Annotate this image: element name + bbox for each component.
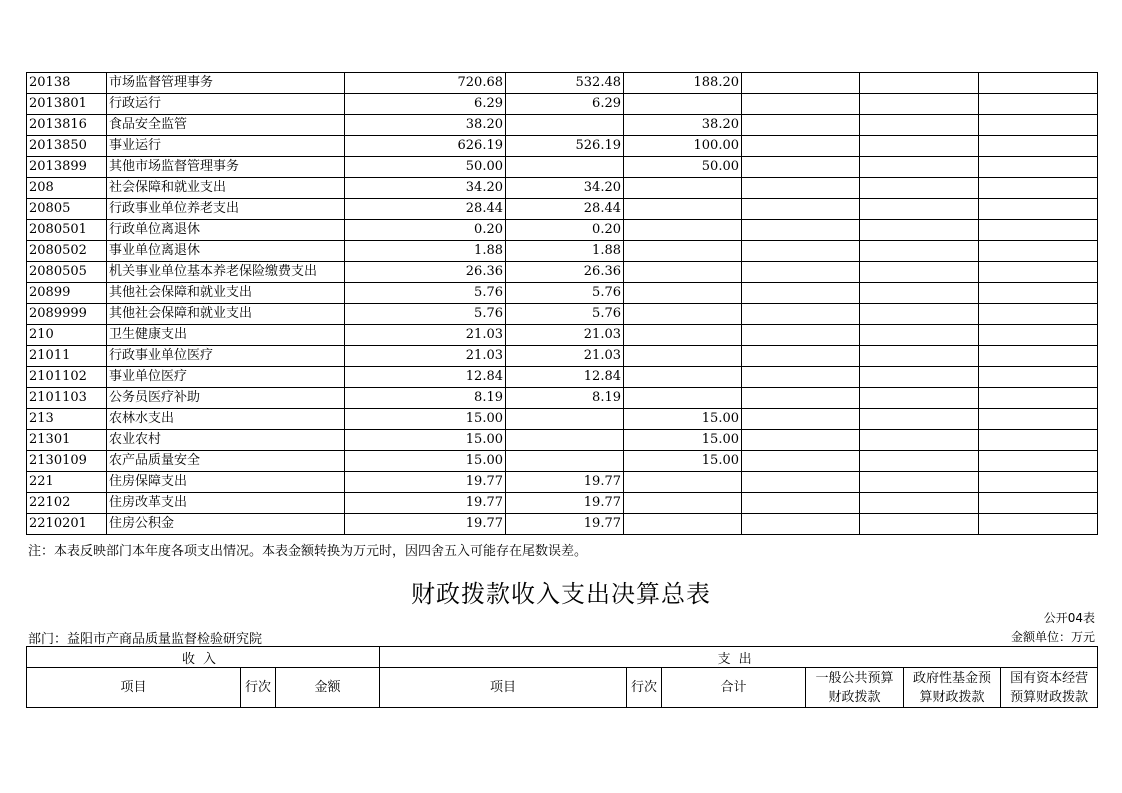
table-row xyxy=(27,304,1098,325)
row-basic xyxy=(506,157,624,178)
row-project: 15.00 xyxy=(624,409,742,430)
row-project: 15.00 xyxy=(624,430,742,451)
row-code: 2013801 xyxy=(27,94,107,115)
row-empty-2 xyxy=(860,241,979,262)
row-total: 15.00 xyxy=(345,451,506,472)
table-row xyxy=(27,493,1098,514)
row-total: 12.84 xyxy=(345,367,506,388)
row-project xyxy=(624,262,742,283)
row-basic: 5.76 xyxy=(506,304,624,325)
row-code: 21301 xyxy=(27,430,107,451)
expense-line-header: 行次 xyxy=(627,668,662,708)
row-name: 农产品质量安全 xyxy=(107,451,345,472)
row-empty-1 xyxy=(742,136,860,157)
row-empty-3 xyxy=(979,262,1098,283)
row-code: 20805 xyxy=(27,199,107,220)
row-name: 公务员医疗补助 xyxy=(107,388,345,409)
row-project xyxy=(624,514,742,535)
row-project xyxy=(624,388,742,409)
row-project: 15.00 xyxy=(624,451,742,472)
general-budget-header: 一般公共预算 财政拨款 xyxy=(806,668,904,708)
row-empty-3 xyxy=(979,115,1098,136)
row-empty-2 xyxy=(860,283,979,304)
row-total: 19.77 xyxy=(345,493,506,514)
row-empty-1 xyxy=(742,199,860,220)
row-empty-1 xyxy=(742,388,860,409)
row-project xyxy=(624,241,742,262)
row-code: 221 xyxy=(27,472,107,493)
table-code: 公开04表 xyxy=(1043,611,1095,625)
table-row xyxy=(27,283,1098,304)
row-name: 机关事业单位基本养老保险缴费支出 xyxy=(107,262,345,283)
row-name: 农业农村 xyxy=(107,430,345,451)
row-empty-2 xyxy=(860,94,979,115)
income-amount-header: 金额 xyxy=(276,668,380,708)
row-empty-1 xyxy=(742,157,860,178)
row-basic xyxy=(506,430,624,451)
row-code: 2013816 xyxy=(27,115,107,136)
row-empty-3 xyxy=(979,451,1098,472)
unit-label: 金额单位：万元 xyxy=(1010,630,1095,644)
row-empty-1 xyxy=(742,115,860,136)
row-empty-3 xyxy=(979,94,1098,115)
table-row xyxy=(27,94,1098,115)
row-basic: 26.36 xyxy=(506,262,624,283)
table-row xyxy=(27,325,1098,346)
row-name: 行政事业单位养老支出 xyxy=(107,199,345,220)
row-empty-1 xyxy=(742,283,860,304)
row-name: 其他社会保障和就业支出 xyxy=(107,283,345,304)
summary-header-table xyxy=(26,646,1098,708)
expense-header: 支出 xyxy=(380,647,1098,668)
row-basic: 5.76 xyxy=(506,283,624,304)
row-total: 34.20 xyxy=(345,178,506,199)
row-empty-1 xyxy=(742,493,860,514)
row-project: 38.20 xyxy=(624,115,742,136)
row-code: 2130109 xyxy=(27,451,107,472)
table-row xyxy=(27,199,1098,220)
table-row xyxy=(27,451,1098,472)
row-code: 2080502 xyxy=(27,241,107,262)
row-code: 2210201 xyxy=(27,514,107,535)
row-total: 15.00 xyxy=(345,430,506,451)
row-total: 21.03 xyxy=(345,325,506,346)
row-empty-1 xyxy=(742,472,860,493)
row-name: 住房保障支出 xyxy=(107,472,345,493)
row-basic: 526.19 xyxy=(506,136,624,157)
row-code: 2101102 xyxy=(27,367,107,388)
row-empty-2 xyxy=(860,346,979,367)
table-row xyxy=(27,115,1098,136)
row-name: 住房改革支出 xyxy=(107,493,345,514)
expense-item-header: 项目 xyxy=(380,668,627,708)
row-name: 社会保障和就业支出 xyxy=(107,178,345,199)
row-total: 1.88 xyxy=(345,241,506,262)
row-code: 2013850 xyxy=(27,136,107,157)
row-project: 188.20 xyxy=(624,73,742,94)
row-project xyxy=(624,493,742,514)
row-total: 626.19 xyxy=(345,136,506,157)
table-row xyxy=(27,346,1098,367)
row-empty-2 xyxy=(860,409,979,430)
row-total: 0.20 xyxy=(345,220,506,241)
row-name: 住房公积金 xyxy=(107,514,345,535)
row-empty-3 xyxy=(979,367,1098,388)
row-code: 213 xyxy=(27,409,107,430)
row-name: 食品安全监管 xyxy=(107,115,345,136)
row-project xyxy=(624,94,742,115)
row-empty-3 xyxy=(979,472,1098,493)
row-project xyxy=(624,472,742,493)
row-project xyxy=(624,304,742,325)
row-empty-3 xyxy=(979,304,1098,325)
row-total: 5.76 xyxy=(345,283,506,304)
row-empty-3 xyxy=(979,136,1098,157)
row-total: 5.76 xyxy=(345,304,506,325)
row-empty-3 xyxy=(979,346,1098,367)
row-project: 50.00 xyxy=(624,157,742,178)
row-basic: 8.19 xyxy=(506,388,624,409)
row-name: 市场监督管理事务 xyxy=(107,73,345,94)
row-basic: 12.84 xyxy=(506,367,624,388)
row-empty-1 xyxy=(742,220,860,241)
row-basic xyxy=(506,409,624,430)
row-total: 26.36 xyxy=(345,262,506,283)
row-code: 2013899 xyxy=(27,157,107,178)
row-empty-2 xyxy=(860,367,979,388)
row-code: 22102 xyxy=(27,493,107,514)
row-empty-2 xyxy=(860,157,979,178)
row-name: 行政运行 xyxy=(107,94,345,115)
row-empty-3 xyxy=(979,199,1098,220)
row-project xyxy=(624,199,742,220)
row-empty-1 xyxy=(742,451,860,472)
row-empty-1 xyxy=(742,304,860,325)
row-empty-1 xyxy=(742,73,860,94)
row-empty-1 xyxy=(742,262,860,283)
row-empty-3 xyxy=(979,493,1098,514)
row-basic: 532.48 xyxy=(506,73,624,94)
row-name: 其他市场监督管理事务 xyxy=(107,157,345,178)
gov-fund-header: 政府性基金预 算财政拨款 xyxy=(904,668,1001,708)
row-empty-2 xyxy=(860,178,979,199)
expense-total-header: 合计 xyxy=(662,668,806,708)
table-row xyxy=(27,472,1098,493)
row-empty-2 xyxy=(860,514,979,535)
row-code: 20138 xyxy=(27,73,107,94)
table-row xyxy=(27,241,1098,262)
row-code: 2089999 xyxy=(27,304,107,325)
row-basic: 28.44 xyxy=(506,199,624,220)
expense-detail-table xyxy=(26,72,1098,535)
row-name: 卫生健康支出 xyxy=(107,325,345,346)
row-name: 事业运行 xyxy=(107,136,345,157)
row-basic: 21.03 xyxy=(506,325,624,346)
income-line-header: 行次 xyxy=(241,668,276,708)
row-empty-2 xyxy=(860,136,979,157)
row-empty-1 xyxy=(742,325,860,346)
table-row xyxy=(27,178,1098,199)
row-empty-1 xyxy=(742,241,860,262)
table-row xyxy=(27,73,1098,94)
table-row xyxy=(27,514,1098,535)
row-empty-1 xyxy=(742,367,860,388)
row-basic: 19.77 xyxy=(506,514,624,535)
row-basic: 1.88 xyxy=(506,241,624,262)
row-empty-3 xyxy=(979,73,1098,94)
row-basic: 19.77 xyxy=(506,472,624,493)
row-empty-2 xyxy=(860,430,979,451)
row-empty-1 xyxy=(742,409,860,430)
row-code: 21011 xyxy=(27,346,107,367)
row-code: 2080501 xyxy=(27,220,107,241)
row-basic xyxy=(506,115,624,136)
table-row xyxy=(27,262,1098,283)
row-total: 6.29 xyxy=(345,94,506,115)
table-row xyxy=(27,136,1098,157)
row-name: 事业单位离退休 xyxy=(107,241,345,262)
row-total: 8.19 xyxy=(345,388,506,409)
row-name: 其他社会保障和就业支出 xyxy=(107,304,345,325)
row-project xyxy=(624,325,742,346)
row-total: 50.00 xyxy=(345,157,506,178)
row-total: 28.44 xyxy=(345,199,506,220)
row-code: 210 xyxy=(27,325,107,346)
row-name: 行政单位离退休 xyxy=(107,220,345,241)
row-code: 2080505 xyxy=(27,262,107,283)
row-empty-2 xyxy=(860,451,979,472)
row-empty-3 xyxy=(979,430,1098,451)
table-row xyxy=(27,220,1098,241)
row-code: 2101103 xyxy=(27,388,107,409)
row-empty-3 xyxy=(979,514,1098,535)
department-label: 部门：益阳市产商品质量监督检验研究院 xyxy=(28,632,263,647)
row-code: 20899 xyxy=(27,283,107,304)
row-code: 208 xyxy=(27,178,107,199)
row-total: 19.77 xyxy=(345,514,506,535)
row-empty-3 xyxy=(979,157,1098,178)
page-title: 财政拨款收入支出决算总表 xyxy=(411,580,711,608)
row-empty-1 xyxy=(742,178,860,199)
row-basic: 34.20 xyxy=(506,178,624,199)
row-empty-3 xyxy=(979,178,1098,199)
row-project xyxy=(624,283,742,304)
row-project xyxy=(624,220,742,241)
row-total: 19.77 xyxy=(345,472,506,493)
table-note: 注：本表反映部门本年度各项支出情况。本表金额转换为万元时，因四舍五入可能存在尾数误差。 xyxy=(28,544,588,559)
row-empty-3 xyxy=(979,241,1098,262)
row-empty-2 xyxy=(860,493,979,514)
row-total: 38.20 xyxy=(345,115,506,136)
income-header: 收入 xyxy=(27,647,380,668)
row-name: 行政事业单位医疗 xyxy=(107,346,345,367)
row-empty-1 xyxy=(742,94,860,115)
row-empty-2 xyxy=(860,262,979,283)
row-project: 100.00 xyxy=(624,136,742,157)
row-project xyxy=(624,346,742,367)
row-empty-2 xyxy=(860,115,979,136)
row-empty-1 xyxy=(742,514,860,535)
table-row xyxy=(27,388,1098,409)
row-empty-3 xyxy=(979,388,1098,409)
row-total: 21.03 xyxy=(345,346,506,367)
row-project xyxy=(624,367,742,388)
row-total: 720.68 xyxy=(345,73,506,94)
table-row xyxy=(27,430,1098,451)
row-empty-2 xyxy=(860,73,979,94)
row-basic: 19.77 xyxy=(506,493,624,514)
row-project xyxy=(624,178,742,199)
row-empty-2 xyxy=(860,199,979,220)
row-empty-2 xyxy=(860,304,979,325)
row-basic: 0.20 xyxy=(506,220,624,241)
row-basic: 6.29 xyxy=(506,94,624,115)
row-empty-3 xyxy=(979,220,1098,241)
row-empty-1 xyxy=(742,346,860,367)
row-empty-2 xyxy=(860,220,979,241)
table-row xyxy=(27,409,1098,430)
row-empty-1 xyxy=(742,430,860,451)
row-empty-3 xyxy=(979,325,1098,346)
row-total: 15.00 xyxy=(345,409,506,430)
row-empty-2 xyxy=(860,388,979,409)
state-capital-header: 国有资本经营 预算财政拨款 xyxy=(1001,668,1098,708)
table-row xyxy=(27,157,1098,178)
row-empty-3 xyxy=(979,283,1098,304)
row-empty-2 xyxy=(860,325,979,346)
row-name: 农林水支出 xyxy=(107,409,345,430)
row-basic xyxy=(506,451,624,472)
income-item-header: 项目 xyxy=(27,668,241,708)
table-row xyxy=(27,367,1098,388)
row-empty-2 xyxy=(860,472,979,493)
row-empty-3 xyxy=(979,409,1098,430)
row-basic: 21.03 xyxy=(506,346,624,367)
row-name: 事业单位医疗 xyxy=(107,367,345,388)
